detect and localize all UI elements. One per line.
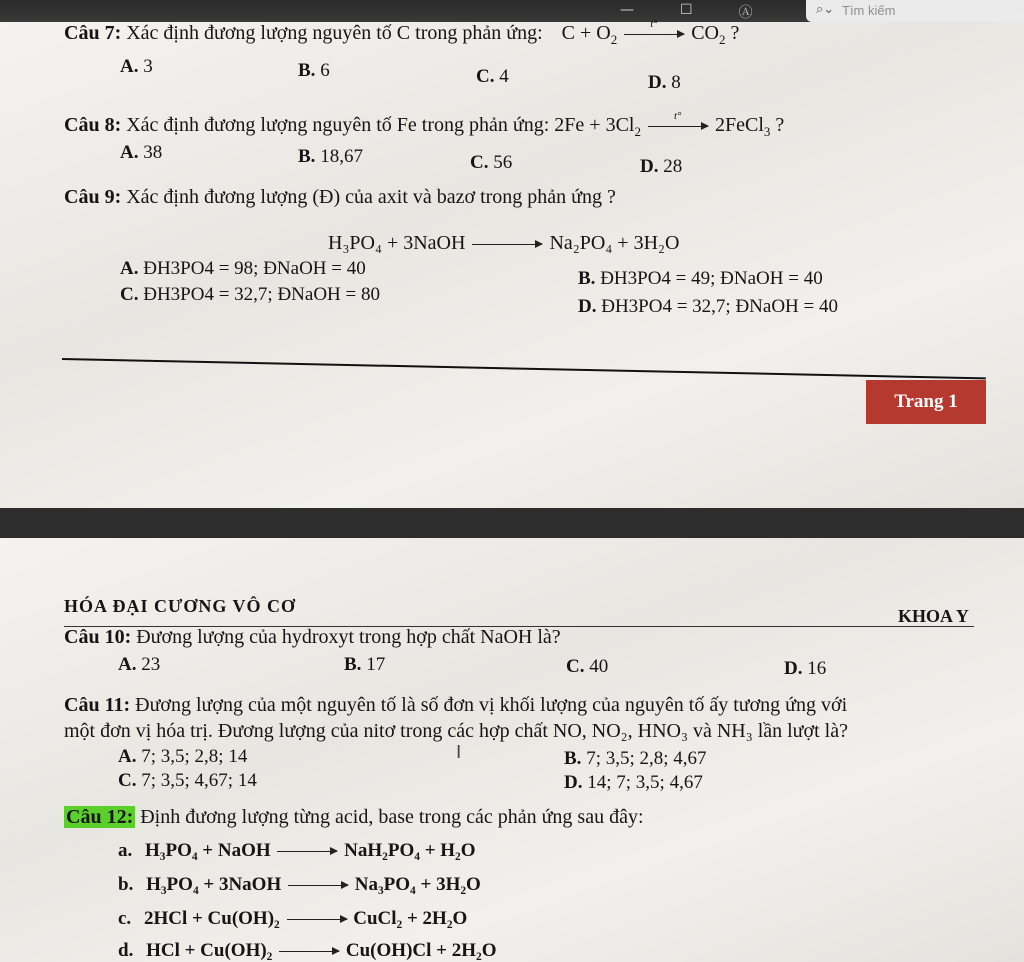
question-11 bbox=[64, 694, 847, 717]
reactants: H₃PO₄ + 3NaOH bbox=[146, 874, 282, 895]
question-11-line-2: một đơn vị hóa trị. Đương lượng của nitơ trong các hợp chất NO, NO₂, HNO₃ và NH₃ lần lượt là? bbox=[64, 720, 848, 742]
question-label: Câu 10: bbox=[64, 626, 132, 648]
option-b: B. 6 bbox=[298, 60, 330, 81]
item-key: b. bbox=[118, 874, 134, 895]
option-a: A. 7; 3,5; 2,8; 14 bbox=[118, 746, 248, 767]
option-d: D. 28 bbox=[640, 156, 683, 177]
reaction-arrow bbox=[648, 109, 708, 127]
option-d: D. 14; 7; 3,5; 4,67 bbox=[564, 772, 703, 793]
option-b: B. 7; 3,5; 2,8; 4,67 bbox=[564, 748, 707, 769]
search-input[interactable] bbox=[806, 0, 1024, 22]
question-12 bbox=[64, 806, 644, 829]
reaction-b bbox=[118, 874, 481, 896]
question-text: Xác định đương lượng nguyên tố Fe trong phản ứng: 2Fe + 3Cl bbox=[126, 114, 635, 136]
option-d: D. 16 bbox=[784, 658, 827, 679]
products: CuCl₂ + 2H₂O bbox=[353, 908, 468, 929]
option-a: A. ĐH3PO4 = 98; ĐNaOH = 40 bbox=[120, 258, 366, 279]
item-key: d. bbox=[118, 940, 134, 961]
product: CO bbox=[691, 22, 719, 44]
question-text: Đương lượng của một nguyên tố là số đơn vị khối lượng của nguyên tố ấy tương ứng với bbox=[135, 694, 848, 716]
account-icon[interactable]: Ⓐ bbox=[738, 5, 753, 21]
page-separator bbox=[0, 508, 1024, 540]
document-header-dept: KHOA Y bbox=[898, 606, 969, 626]
reaction-arrow bbox=[279, 951, 339, 952]
question-text: Đương lượng của hydroxyt trong hợp chất NaOH là? bbox=[131, 626, 561, 648]
products: NaH₂PO₄ + H₂O bbox=[344, 840, 476, 861]
option-a: A. 38 bbox=[120, 142, 163, 163]
subscript: 2 bbox=[610, 32, 618, 47]
reaction-arrow bbox=[277, 851, 337, 852]
question-label: Câu 11: bbox=[64, 694, 131, 716]
reaction-a bbox=[118, 840, 476, 862]
option-b: B. 17 bbox=[344, 654, 386, 675]
minimize-icon[interactable]: — bbox=[620, 2, 634, 18]
subscript: 3 bbox=[763, 124, 771, 139]
question-label: Câu 9: bbox=[64, 186, 122, 208]
reaction bbox=[561, 17, 740, 47]
reaction-arrow bbox=[287, 919, 347, 920]
option-a: A. 3 bbox=[120, 56, 153, 77]
reactants: HCl + Cu(OH)₂ bbox=[146, 940, 273, 961]
highlighted-question-label: Câu 12: bbox=[66, 806, 134, 828]
question-text: Xác định đương lượng nguyên tố C trong phản ứng: bbox=[126, 22, 543, 44]
option-a: A. 23 bbox=[118, 654, 161, 675]
option-c: C. ĐH3PO4 = 32,7; ĐNaOH = 80 bbox=[120, 284, 380, 305]
search-placeholder: Tìm kiếm bbox=[842, 3, 896, 18]
reactants: C + O bbox=[561, 22, 611, 44]
products: Cu(OH)Cl + 2H₂O bbox=[345, 940, 497, 961]
question-mark: ? bbox=[775, 114, 785, 136]
option-b: B. 18,67 bbox=[298, 146, 363, 167]
option-d: D. 8 bbox=[648, 72, 681, 93]
question-label: Câu 8: bbox=[64, 114, 122, 136]
maximize-icon[interactable]: ☐ bbox=[680, 2, 693, 18]
item-key: a. bbox=[118, 840, 133, 861]
reactants: 2HCl + Cu(OH)₂ bbox=[143, 908, 280, 929]
item-key: c. bbox=[118, 908, 132, 929]
question-label: Câu 7: bbox=[64, 22, 122, 44]
question-7 bbox=[64, 17, 740, 48]
question-9 bbox=[64, 186, 616, 209]
option-b: B. ĐH3PO4 = 49; ĐNaOH = 40 bbox=[578, 268, 823, 289]
option-c: C. 4 bbox=[476, 66, 509, 87]
product: 2FeCl bbox=[714, 114, 764, 136]
condition: t° bbox=[650, 17, 658, 30]
reactants: H₃PO₄ + 3NaOH bbox=[328, 232, 466, 254]
reaction bbox=[328, 232, 679, 255]
document-header-title: HÓA ĐẠI CƯƠNG VÔ CƠ bbox=[64, 596, 297, 616]
question-text: Xác định đương lượng (Đ) của axit và bazơ trong phản ứng ? bbox=[126, 186, 616, 208]
window-controls bbox=[620, 2, 753, 22]
text-cursor-icon: I bbox=[456, 742, 462, 763]
reaction-arrow bbox=[288, 885, 348, 886]
option-d: D. ĐH3PO4 = 32,7; ĐNaOH = 40 bbox=[578, 296, 838, 317]
reaction-d bbox=[118, 940, 496, 962]
reaction-arrow bbox=[624, 17, 684, 35]
option-c: C. 56 bbox=[470, 152, 513, 173]
reaction-c bbox=[118, 908, 467, 930]
question-mark: ? bbox=[730, 22, 740, 44]
products: Na₃PO₄ + 3H₂O bbox=[354, 874, 481, 895]
search-icon: ⌕⌄ bbox=[816, 2, 835, 17]
option-c: C. 7; 3,5; 4,67; 14 bbox=[118, 770, 257, 791]
question-10 bbox=[64, 626, 561, 649]
reactants: H₃PO₄ + NaOH bbox=[145, 840, 271, 861]
reaction-arrow bbox=[472, 244, 542, 245]
subscript: 2 bbox=[719, 32, 726, 47]
page-number-badge: Trang 1 bbox=[866, 380, 986, 424]
option-c: C. 40 bbox=[566, 656, 609, 677]
subscript: 2 bbox=[634, 124, 641, 139]
question-text: Định đương lượng từng acid, base trong các phản ứng sau đây: bbox=[140, 806, 644, 828]
condition: t° bbox=[673, 109, 682, 122]
products: Na₂PO₄ + 3H₂O bbox=[549, 232, 680, 254]
question-8 bbox=[64, 109, 785, 140]
